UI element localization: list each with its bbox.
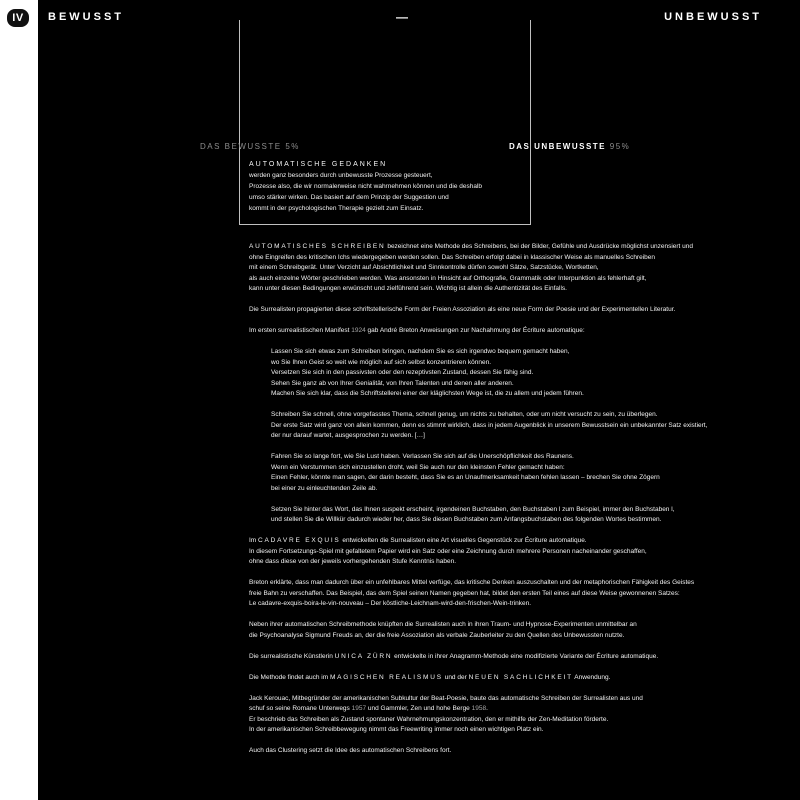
realism-keyword-magic: MAGISCHEN REALISMUS [329,673,443,681]
manifest-year: 1924 [351,327,366,334]
realism-before: Die Methode findet auch im [249,673,329,681]
breton-paragraph [249,578,769,610]
automatic-thoughts-line: kommt in der psychologischen Therapie gezielt zum Einsatz. [249,205,424,212]
kerouac-line: Er beschrieb das Schreiben als Zustand spontaner Wahrnehmungskonzentration, den er mithilfe der Zen-Meditation förderte. [249,715,609,723]
intro-keyword: AUTOMATISCHES SCHREIBEN [249,243,386,250]
quote-line: wo Sie Ihren Geist so weit wie möglich auf sich selbst konzentrieren können. [271,358,492,366]
surrealists-paragraph: Die Surrealisten propagierten diese schriftstellerische Form der Freien Assoziation als eine neue Form der Poesie und der Experimentellen Literatur. [249,306,676,313]
quote-line: und stellen Sie die Willkür dadurch wieder her, dass Sie diesen Buchstaben zum Anfangsbuchstaben des folgenden Wortes bestimmen. [271,516,662,523]
realism-keyword-objectivity: NEUEN SACHLICHKEIT [468,673,573,681]
unconscious-value: 95% [609,142,631,151]
intro-line: kann unter diesen Bedingungen erwünscht und zielführend sein. Wichtig ist allein die Authentizität des Einfalls. [249,285,567,292]
quote-line: Versetzen Sie sich in den passivsten oder den rezeptivsten Zustand, dessen Sie fähig sind. [271,369,534,376]
conscious-label: DAS BEWUSSTE [200,142,282,151]
intro-first-line: bezeichnet eine Methode des Schreibens, bei der Bilder, Gefühle und Ausdrücke möglichst unzensiert und [387,243,694,250]
psychoanalysis-line: die Psychoanalyse Sigmund Freuds an, der die freie Assoziation als verbale Zauberleiter zu den Quellen des Unbewussten nutzte. [249,631,625,639]
header-left-title: BEWUSST [48,11,124,23]
breton-quote [271,347,769,526]
page-number-badge: IV [7,9,29,27]
quote-paragraph [271,452,769,494]
zuern-keyword: UNICA ZÜRN [334,652,393,660]
automatic-thoughts-text [249,159,524,214]
manifest-text-after: gab André Breton Anweisungen zur Nachahmung der Écriture automatique: [367,327,585,334]
kerouac-year-1958: 1958 [471,705,487,712]
realism-paragraph [249,673,769,684]
manifest-text-before: Im ersten surrealistischen Manifest [249,327,350,334]
left-margin-strip [0,0,38,800]
zuern-before: Die surrealistische Künstlerin [249,652,333,660]
automatic-thoughts-line: Prozesse also, die wir normalerweise nicht wahrnehmen können und die deshalb [249,183,483,190]
quote-line: Schreiben Sie schnell, ohne vorgefasstes Thema, schnell genug, um nichts zu behalten, oder um nicht versucht zu sein, zu überlegen. [271,411,658,418]
kerouac-line: schuf so seine Romane Unterwegs 1957 und Gammler, Zen und hohe Berge 1958. [249,705,488,712]
cadavre-paragraph [249,536,769,568]
conscious-value: 5% [285,142,300,151]
quote-line: der nur darauf wartet, ausgesprochen zu werden. […] [271,432,425,439]
zuern-paragraph [249,652,769,663]
psychoanalysis-paragraph [249,620,769,641]
manifest-paragraph [249,326,769,337]
quote-line: Der erste Satz wird ganz von allein kommen, denn es stimmt wirklich, dass in jedem Augenblick in unserem Bewusstsein ein unbekannter Satz existiert, [271,421,708,429]
intro-line: mit einem Schreibgerät. Unter Verzicht auf Absichtlichkeit und Sinnkontrolle dürfen sowohl Sätze, Satzstücke, Wortketten, [249,264,599,271]
intro-paragraph [249,242,769,295]
clustering-paragraph: Auch das Clustering setzt die Idee des automatischen Schreibens fort. [249,747,452,754]
zuern-after: entwickelte in ihrer Anagramm-Methode eine modifizierte Variante der Écriture automatique. [394,652,659,660]
quote-line: Machen Sie sich klar, dass die Schriftstellerei einer der kläglichsten Wege ist, die zu allem und jedem führen. [271,390,584,397]
quote-line: Lassen Sie sich etwas zum Schreiben bringen, nachdem Sie es sich irgendwo bequem gemacht haben, [271,348,570,355]
breton-line: Le cadavre-exquis-boira-le-vin-nouveau – Der köstliche-Leichnam-wird-den-frischen-Wein-trinken. [249,600,532,607]
kerouac-paragraph [249,694,769,736]
breton-line: freie Bahn zu verschaffen. Das Beispiel, das dem Spiel seinen Namen gegeben hat, bildet den ersten Teil eines auf diese Weise gewonnenen Satzes: [249,589,680,597]
cadavre-keyword: CADAVRE EXQUIS [258,537,341,544]
quote-line: Setzen Sie hinter das Wort, das Ihnen suspekt erscheint, irgendeinen Buchstaben, den Buchstaben l zum Beispiel, immer den Buchstaben l, [271,505,675,513]
quote-paragraph [271,347,769,400]
intro-line: ohne Eingreifen des kritischen Ichs wiedergegeben werden sollen. Das Schreiben erfolgt dabei in klassischer Weise als manuelles Schreiben [249,253,655,261]
cadavre-line: ohne dass diese von der jeweils vorhergehenden Stufe Kenntnis haben. [249,558,457,565]
automatic-thoughts-title: AUTOMATISCHE GEDANKEN [249,161,388,168]
realism-middle: und der [444,673,467,681]
conscious-percentage [200,142,300,151]
main-article [249,242,769,767]
cadavre-before: Im [249,537,257,544]
intro-line: als auch einzelne Wörter geschrieben werden. Was ansonsten in Hinsicht auf Orthografie, Grammatik oder Interpunktion als fehlerhaft gilt, [249,274,647,282]
kerouac-line: In der amerikanischen Schreibbewegung nimmt das Freewriting immer noch einen wichtigen Platz ein. [249,726,544,733]
breton-line: Breton erklärte, dass man dadurch über ein unfehlbares Mittel verfüge, das kritische Denken auszuschalten und der metaphorischen Fähigkeit des Geistes [249,579,695,586]
unconscious-label: DAS UNBEWUSSTE [509,142,607,151]
quote-line: bei einer zu einleuchtenden Zeile ab. [271,484,378,492]
header-separator: — [396,10,408,24]
kerouac-line: Jack Kerouac, Mitbegründer der amerikanischen Subkultur der Beat-Poesie, baute das automatische Schreiben der Surrealisten aus und [249,694,643,702]
automatic-thoughts-line: umso stärker wirken. Das basiert auf dem Prinzip der Suggestion und [249,194,449,201]
quote-line: Fahren Sie so lange fort, wie Sie Lust haben. Verlassen Sie sich auf die Unerschöpflichkeit des Raunens. [271,453,574,460]
quote-line: Wenn ein Verstummen sich einzustellen droht, weil Sie auch nur den kleinsten Fehler gemacht haben: [271,463,565,471]
psychoanalysis-line: Neben ihrer automatischen Schreibmethode knüpften die Surrealisten auch in ihren Traum- und Hypnose-Experimenten unmittelbar an [249,621,637,628]
kerouac-line2-middle: und Gammler, Zen und hohe Berge [367,705,470,712]
quote-line: Sehen Sie ganz ab von Ihrer Genialität, von Ihren Talenten und denen aller anderen. [271,379,514,387]
kerouac-line2-before: schuf so seine Romane Unterwegs [249,705,350,712]
cadavre-line: In diesem Fortsetzungs-Spiel mit gefaltetem Papier wird ein Satz oder eine Zeichnung durch mehrere Personen nacheinander geschaffen, [249,547,647,555]
realism-after: Anwendung. [574,673,611,681]
header-right-title: UNBEWUSST [664,11,762,23]
unconscious-percentage [509,142,630,151]
kerouac-year-1957: 1957 [351,705,367,712]
cadavre-after: entwickelten die Surrealisten eine Art visuelles Gegenstück zur Écriture automatique. [342,537,587,544]
automatic-thoughts-line: werden ganz besonders durch unbewusste Prozesse gesteuert, [249,172,433,179]
quote-paragraph [271,505,769,526]
quote-line: Einen Fehler, könnte man sagen, der darin besteht, dass Sie es an Unaufmerksamkeit haben fehlen lassen – brechen Sie ohne Zögern [271,474,660,481]
quote-paragraph [271,410,769,442]
